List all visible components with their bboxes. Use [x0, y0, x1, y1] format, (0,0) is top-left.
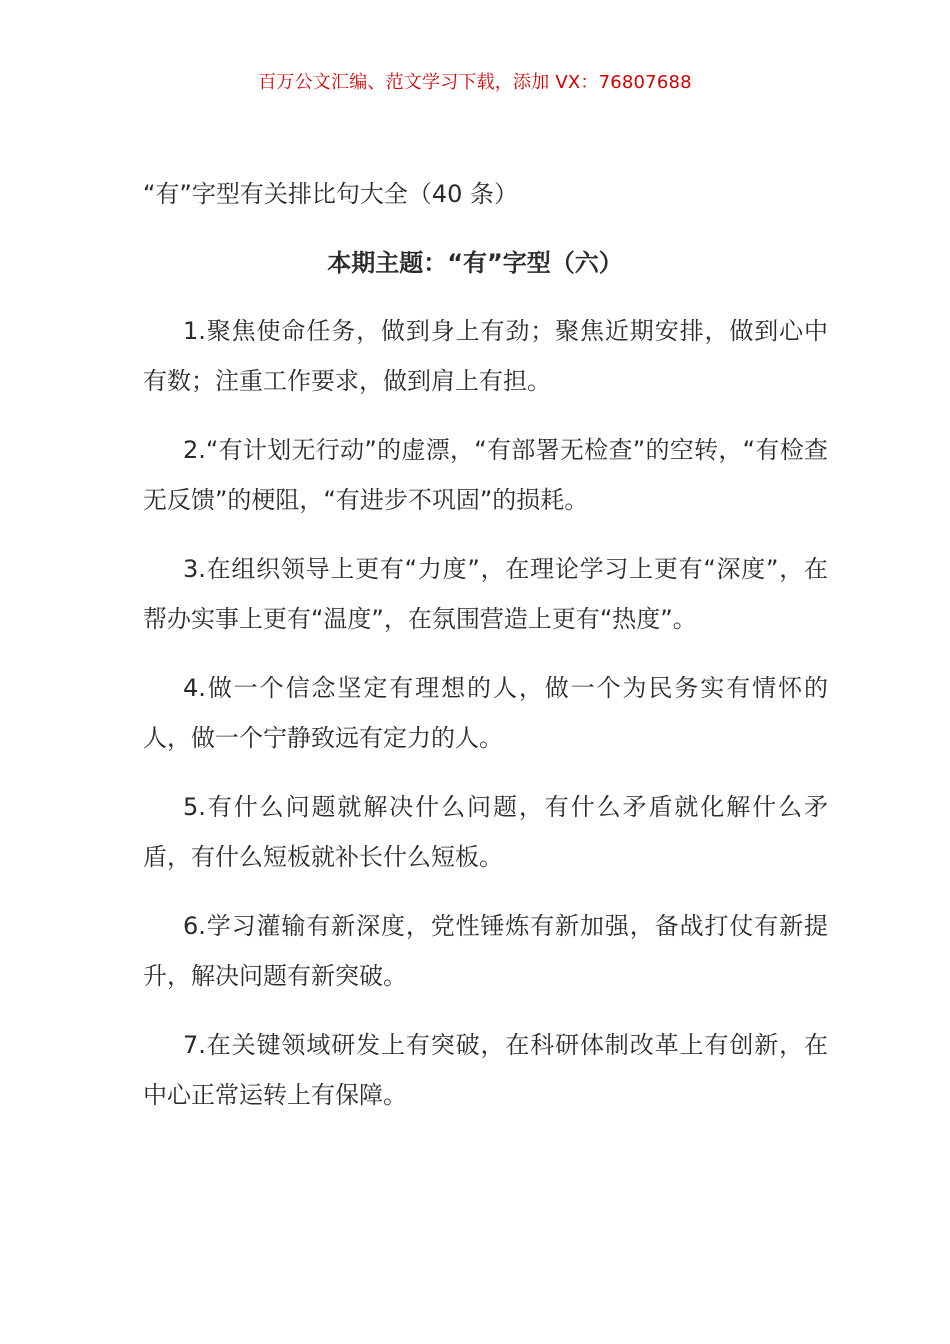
header-note: 百万公文汇编、范文学习下载，添加 VX：76807688 [258, 72, 692, 93]
paragraph-5: 5.有什么问题就解决什么问题，有什么矛盾就化解什么矛盾，有什么短板就补长什么短板。 [143, 793, 828, 871]
document-subtitle: 本期主题：“有”字型（六） [327, 249, 623, 277]
paragraph-1: 1.聚焦使命任务，做到身上有劲；聚焦近期安排，做到心中有数；注重工作要求，做到肩上有担。 [143, 317, 828, 395]
document-title: “有”字型有关排比句大全（40 条） [143, 180, 519, 208]
paragraph-6: 6.学习灌输有新深度，党性锤炼有新加强，备战打仗有新提升，解决问题有新突破。 [143, 912, 828, 990]
paragraph-3: 3.在组织领导上更有“力度”，在理论学习上更有“深度”，在帮办实事上更有“温度”，在氛围营造上更有“热度”。 [143, 555, 828, 633]
paragraph-2: 2.“有计划无行动”的虚漂，“有部署无检查”的空转，“有检查无反馈”的梗阻，“有进步不巩固”的损耗。 [143, 436, 828, 514]
paragraph-7: 7.在关键领域研发上有突破，在科研体制改革上有创新，在中心正常运转上有保障。 [143, 1031, 828, 1109]
document-body [143, 306, 828, 1139]
paragraph-4: 4.做一个信念坚定有理想的人，做一个为民务实有情怀的人，做一个宁静致远有定力的人。 [143, 674, 828, 752]
